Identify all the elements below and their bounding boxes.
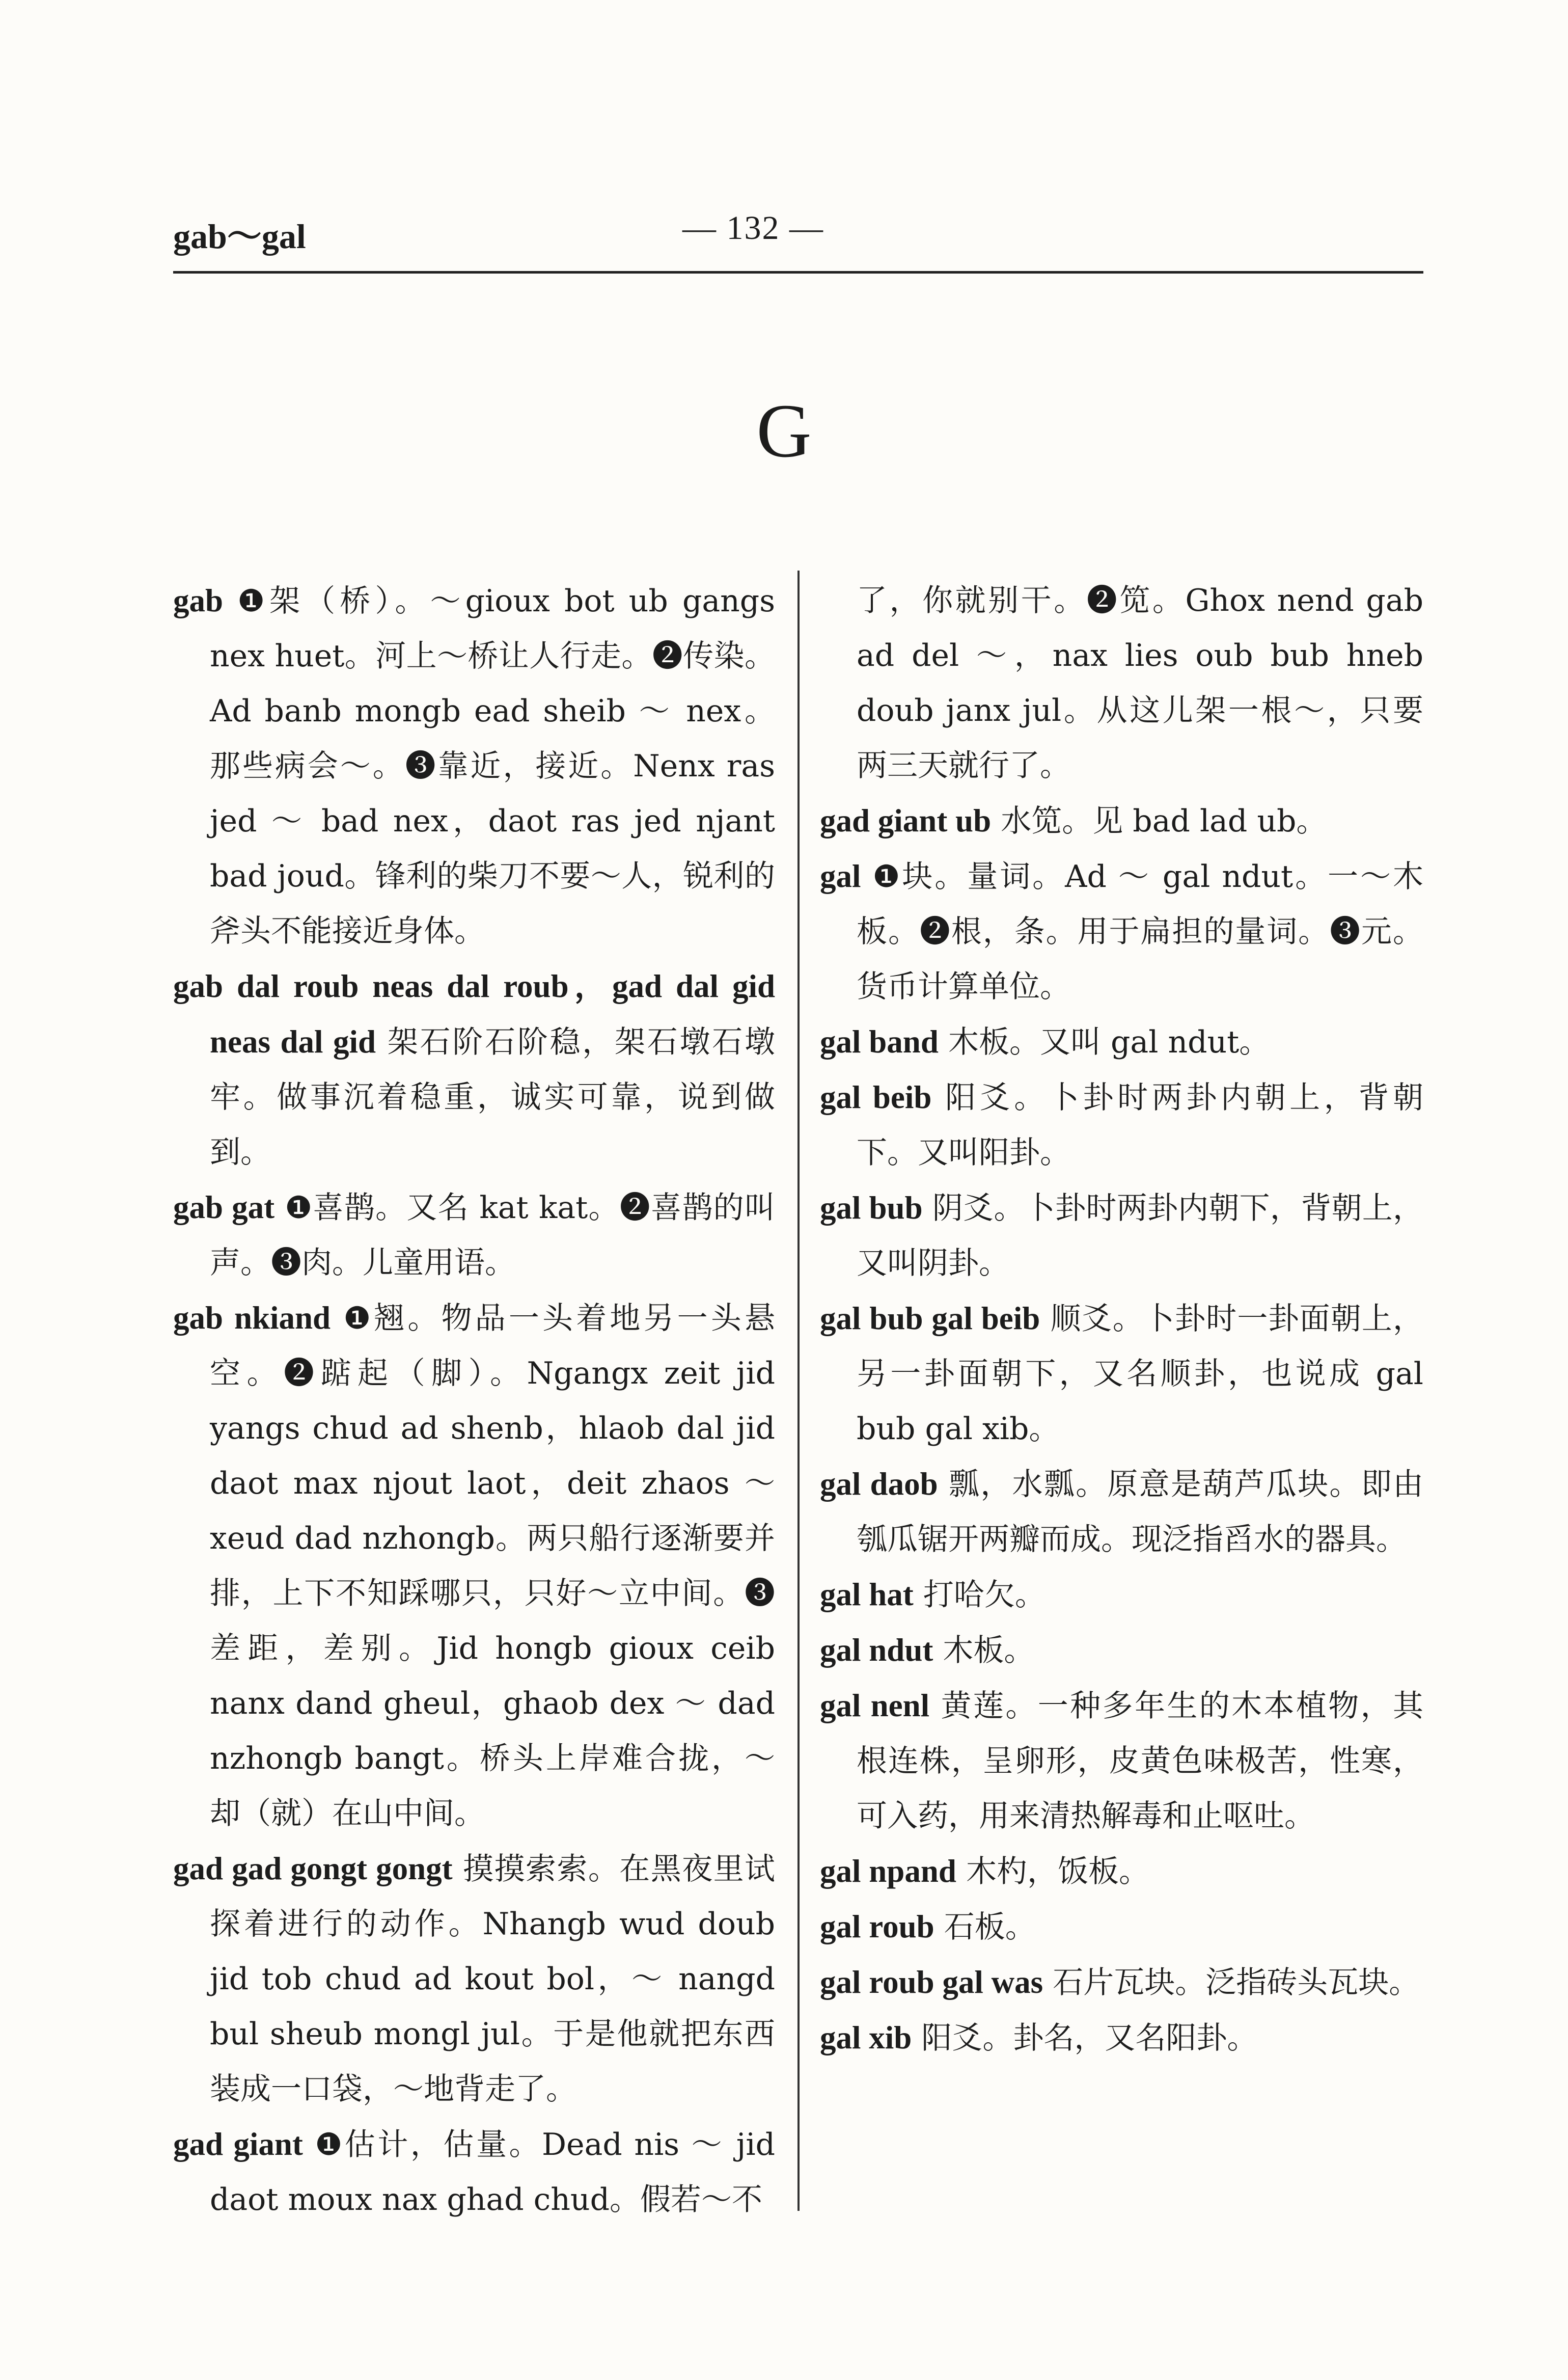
entry-headword: gal roub bbox=[820, 1909, 934, 1944]
entry-headword: gal roub gal was bbox=[820, 1964, 1043, 2000]
entry-definition: 黄莲。一种多年生的木本植物，其根连株，呈卵形，皮黄色味极苦，性寒，可入药，用来清热解毒和止呕吐。 bbox=[857, 1688, 1424, 1834]
left-column bbox=[173, 573, 775, 2227]
dictionary-entry bbox=[820, 1291, 1423, 1456]
entry-headword: gab gat bbox=[173, 1189, 275, 1225]
section-letter: G bbox=[756, 389, 812, 473]
entry-definition: 顺爻。卜卦时一卦面朝上，另一卦面朝下，又名顺卦，也说成 gal bub gal xib。 bbox=[857, 1301, 1423, 1447]
header-rule bbox=[173, 271, 1423, 274]
entry-headword: gab nkiand bbox=[173, 1300, 331, 1336]
dictionary-entry bbox=[820, 1678, 1423, 1844]
entry-headword: gal nenl bbox=[820, 1688, 930, 1723]
entry-headword: gad giant bbox=[173, 2126, 303, 2162]
dictionary-entry bbox=[820, 573, 1423, 793]
entry-definition: ❶块。量词。Ad ～ gal ndut。一～木板。❷根，条。用于扁担的量词。❸元。货币计算单位。 bbox=[857, 859, 1423, 1005]
dictionary-entry bbox=[820, 1456, 1423, 1567]
entry-definition: 了，你就别干。❷笕。Ghox nend gab ad del ～，nax lies oub bub hneb doub janx jul。从这儿架一根～，只要两三天就行了。 bbox=[857, 583, 1423, 783]
running-header-range: gab～gal bbox=[173, 217, 306, 256]
dictionary-entry bbox=[173, 1290, 775, 1841]
dictionary-entry bbox=[820, 1899, 1423, 1955]
entry-definition: ❶架（桥）。～gioux bot ub gangs nex huet。河上～桥让人行走。❷传染。Ad banb mongb ead sheib ～ nex。那些病会～。❸靠近，接近。Nenx ras jed ～ bad nex，daot ras jed njant bad joud。锋利的柴刀不要～人，锐利的斧头不能接近身体。 bbox=[210, 583, 775, 949]
entry-headword: gal xib bbox=[820, 2020, 912, 2056]
dictionary-entry bbox=[820, 1014, 1423, 1070]
entry-headword: gab bbox=[173, 583, 224, 618]
entry-definition: ❶翘。物品一头着地另一头悬空。❷踮起（脚）。Ngangx zeit jid yangs chud ad shenb，hlaob dal jid daot max njout laot，deit zhaos ～ xeud dad nzhongb。两只船行逐渐要并排，上下不知踩哪只，只好～立中间。❸差距，差别。Jid hongb gioux ceib nanx dand gheul，ghaob dex ～ dad nzhongb bangt。桥头上岸难合拢，～却（就）在山中间。 bbox=[210, 1301, 775, 1831]
dictionary-entry bbox=[173, 1180, 775, 1290]
entry-definition: 石板。 bbox=[934, 1909, 1036, 1945]
dictionary-entry bbox=[820, 849, 1423, 1014]
entry-definition: 瓢，水瓢。原意是葫芦瓜块。即由瓠瓜锯开两瓣而成。现泛指舀水的器具。 bbox=[857, 1467, 1423, 1557]
entry-definition: 石片瓦块。泛指砖头瓦块。 bbox=[1043, 1965, 1420, 2000]
entry-headword: gal bub gal beib bbox=[820, 1301, 1040, 1336]
dictionary-entry bbox=[173, 2117, 775, 2227]
entry-definition: 木板。又叫 gal ndut。 bbox=[938, 1024, 1270, 1060]
entry-definition: 阳爻。卜卦时两卦内朝上，背朝下。又叫阳卦。 bbox=[857, 1080, 1423, 1171]
entry-definition: 木杓，饭板。 bbox=[956, 1854, 1149, 1889]
page-number: — 132 — bbox=[682, 209, 824, 247]
column-divider bbox=[797, 571, 800, 2211]
entry-headword: gal band bbox=[820, 1024, 939, 1060]
dictionary-entry bbox=[173, 959, 775, 1180]
entry-definition: 阴爻。卜卦时两卦内朝下，背朝上，又叫阴卦。 bbox=[857, 1191, 1423, 1281]
dictionary-entry bbox=[820, 1955, 1423, 2010]
dictionary-entry bbox=[820, 1567, 1423, 1622]
entry-definition: 摸摸索索。在黑夜里试探着进行的动作。Nhangb wud doub jid tob chud ad kout bol，～ nangd bul sheub mongl jul。于是他就把东西装成一口袋，～地背走了。 bbox=[210, 1851, 776, 2107]
entry-headword: gal hat bbox=[820, 1577, 914, 1612]
entry-headword: gal daob bbox=[820, 1466, 938, 1502]
dictionary-entry bbox=[820, 1070, 1423, 1180]
dictionary-entry bbox=[820, 793, 1423, 849]
dictionary-entry bbox=[820, 1180, 1423, 1291]
dictionary-entry bbox=[173, 1841, 775, 2117]
entry-headword: gal ndut bbox=[820, 1632, 933, 1668]
entry-headword: gab dal roub neas dal roub，gad dal gid neas dal gid bbox=[173, 968, 775, 1060]
entry-definition: ❶喜鹊。又名 kat kat。❷喜鹊的叫声。❸肉。儿童用语。 bbox=[210, 1190, 775, 1281]
entry-headword: gal beib bbox=[820, 1079, 932, 1115]
entry-definition: 木板。 bbox=[933, 1633, 1035, 1668]
entry-definition: 打哈欠。 bbox=[913, 1577, 1046, 1613]
entry-headword: gad giant ub bbox=[820, 803, 992, 839]
dictionary-entry bbox=[173, 573, 775, 959]
entry-headword: gal bbox=[820, 858, 861, 894]
entry-headword: gal npand bbox=[820, 1853, 956, 1889]
entry-definition: 阳爻。卦名，又名阳卦。 bbox=[912, 2020, 1258, 2056]
right-column bbox=[820, 573, 1423, 2066]
dictionary-entry bbox=[820, 1622, 1423, 1678]
entry-definition: ❶估计，估量。Dead nis ～ jid daot moux nax ghad chud。假若～不 bbox=[210, 2127, 776, 2217]
entry-headword: gal bub bbox=[820, 1190, 923, 1226]
dictionary-entry bbox=[820, 1844, 1423, 1899]
entry-definition: 架石阶石阶稳，架石墩石墩牢。做事沉着稳重，诚实可靠，说到做到。 bbox=[210, 1024, 775, 1170]
entry-definition: 水笕。见 bad lad ub。 bbox=[991, 803, 1327, 839]
dictionary-entry bbox=[820, 2010, 1423, 2066]
entry-headword: gad gad gongt gongt bbox=[173, 1851, 453, 1886]
